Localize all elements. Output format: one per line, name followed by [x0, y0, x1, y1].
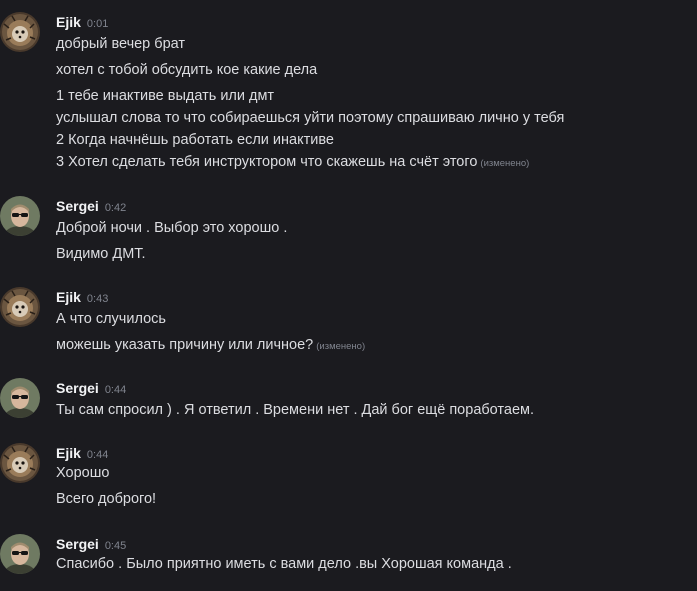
person-sunglasses-avatar-icon[interactable]	[0, 378, 40, 418]
message-text: 1 тебе инактиве выдать или дмт	[56, 88, 275, 104]
message-text	[56, 463, 109, 483]
timestamp: 0:44	[86, 449, 109, 461]
message-text	[56, 152, 529, 174]
timestamp: 0:42	[104, 202, 127, 214]
message-text: услышал слова то что собираешься уйти поэтому спрашиваю лично у тебя	[56, 110, 565, 126]
username[interactable]: Sergei	[56, 198, 99, 214]
username[interactable]: Sergei	[56, 380, 99, 396]
username[interactable]: Ejik	[56, 14, 81, 30]
username[interactable]: Ejik	[56, 289, 81, 305]
message-text: хотел с тобой обсудить кое какие дела	[56, 62, 318, 78]
edited-label: (изменено)	[316, 341, 366, 352]
message-header	[56, 443, 108, 463]
message-header	[56, 534, 126, 554]
message-text: Ты сам спросил ) . Я ответил . Времени нет . Дай бог ещё поработаем.	[56, 402, 535, 418]
message-header	[56, 12, 108, 32]
message-text	[56, 108, 564, 128]
edited-label: (изменено)	[480, 158, 530, 169]
hedgehog-avatar-icon[interactable]	[0, 287, 40, 327]
message-text	[56, 86, 274, 106]
message-header	[56, 287, 108, 307]
hedgehog-avatar-icon[interactable]	[0, 443, 40, 483]
message-text	[56, 309, 166, 329]
message-text: добрый вечер брат	[56, 36, 186, 52]
timestamp: 0:43	[86, 293, 109, 305]
message-text	[56, 60, 317, 80]
message-header	[56, 196, 126, 216]
message-text	[56, 218, 287, 238]
hedgehog-avatar-icon[interactable]	[0, 12, 40, 52]
username[interactable]: Sergei	[56, 536, 99, 552]
message-text: 2 Когда начнёшь работать если инактиве	[56, 132, 334, 148]
message-text: А что случилось	[56, 311, 166, 327]
message-text: Всего доброго!	[56, 491, 157, 507]
timestamp: 0:45	[104, 540, 127, 552]
message-text	[56, 34, 185, 54]
message-header	[56, 378, 126, 398]
message-text	[56, 335, 365, 357]
message-text	[56, 400, 534, 420]
message-text	[56, 489, 156, 509]
message-text	[56, 244, 146, 264]
timestamp: 0:44	[104, 384, 127, 396]
timestamp: 0:01	[86, 18, 109, 30]
message-text: Спасибо . Было приятно иметь с вами дело .вы Хорошая команда .	[56, 556, 512, 572]
message-text: Хорошо	[56, 465, 110, 481]
message-text	[56, 130, 334, 150]
message-text: Видимо ДМТ.	[56, 246, 146, 262]
username[interactable]: Ejik	[56, 445, 81, 461]
message-text: Доброй ночи . Выбор это хорошо .	[56, 220, 288, 236]
person-sunglasses-avatar-icon[interactable]	[0, 534, 40, 574]
message-text: 3 Хотел сделать тебя инструктором что скажешь на счёт этого	[56, 154, 478, 170]
message-text: можешь указать причину или личное?	[56, 337, 314, 353]
message-text	[56, 554, 512, 574]
person-sunglasses-avatar-icon[interactable]	[0, 196, 40, 236]
